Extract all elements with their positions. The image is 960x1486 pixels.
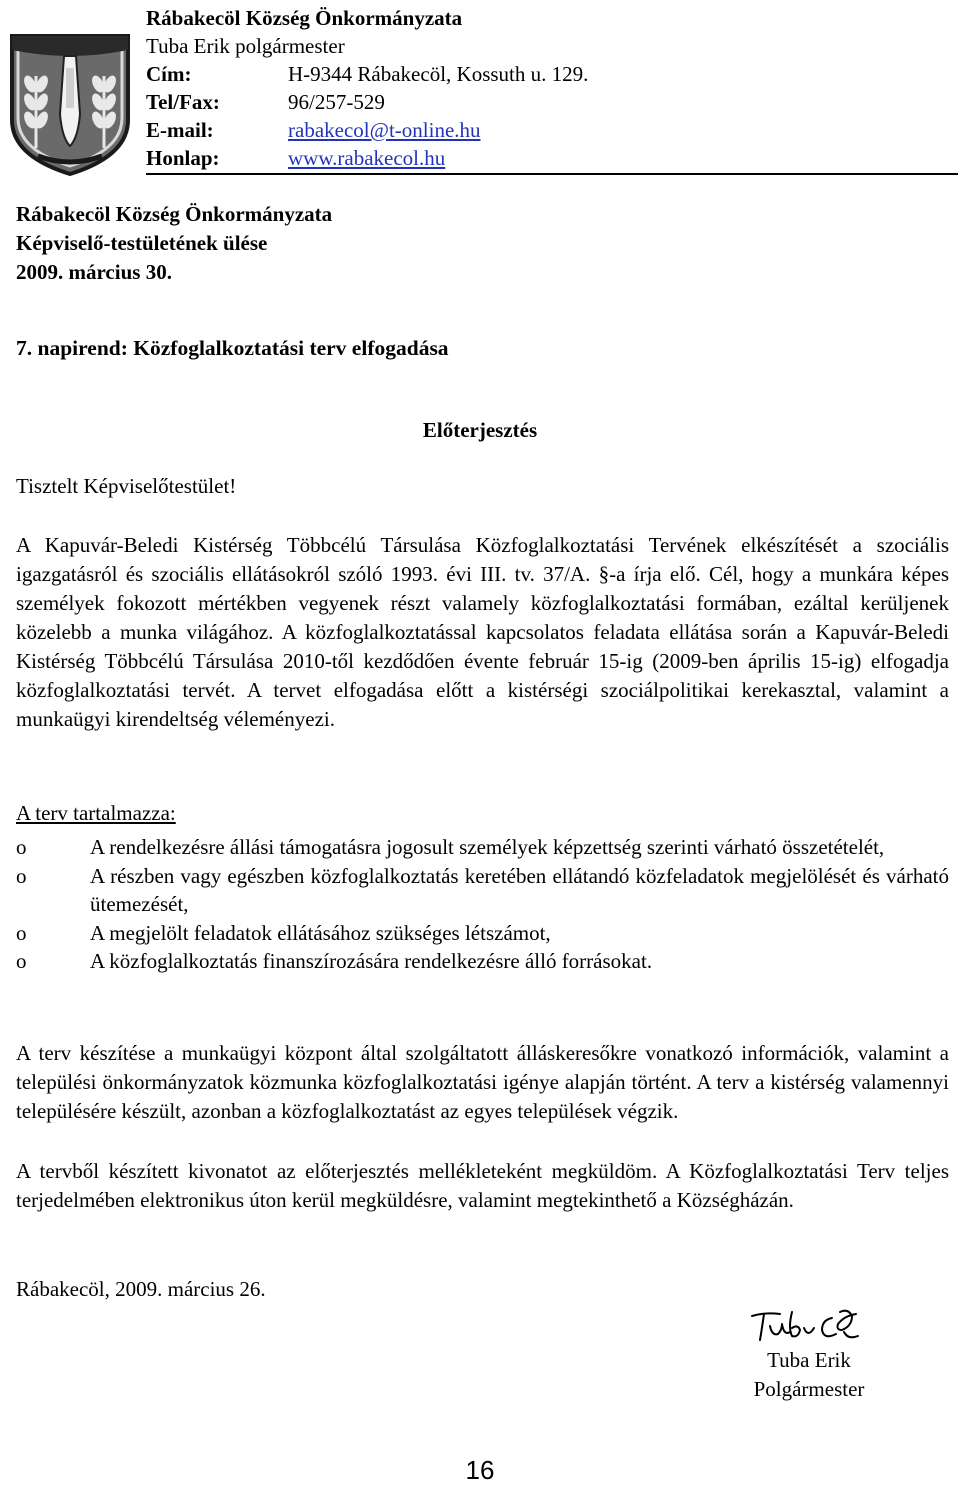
- paragraph-2-text: A terv készítése a munkaügyi központ által szolgáltatott álláskeresőkre vonatkozó információk, valamint a települési önkormányzatok közmunka közfoglalkoztatási igénye alapján történt. A terv a kistérség valamennyi településére készült, azonban a közfoglalkoztatást az egyes települések végzik.: [16, 1041, 949, 1123]
- place-and-date: Rábakecöl, 2009. március 26.: [16, 1277, 266, 1301]
- list-item-text: A részben vagy egészben közfoglalkoztatás keretében ellátandó közfeladatok megjelölését és várható ütemezését,: [90, 863, 949, 916]
- phone-row: [146, 88, 958, 116]
- address-row: [146, 60, 958, 88]
- meeting-date: 2009. március 30.: [16, 260, 172, 284]
- greeting: Tisztelt Képviselőtestület!: [16, 474, 237, 498]
- signatory-title: Polgármester: [753, 1377, 865, 1401]
- plan-contents-list: [16, 833, 949, 976]
- meeting-line-1: Rábakecöl Község Önkormányzata: [16, 202, 333, 226]
- document-heading: Előterjesztés: [422, 418, 538, 442]
- paragraph-2: [16, 1039, 949, 1126]
- phone-value: 96/257-529: [288, 90, 385, 114]
- list-item: [16, 862, 949, 919]
- mayor-line: Tuba Erik polgármester: [146, 34, 345, 58]
- email-row: [146, 116, 958, 144]
- handwritten-signature-icon: [748, 1306, 870, 1346]
- organization-name: Rábakecöl Község Önkormányzata: [146, 6, 463, 30]
- letterhead: [146, 4, 958, 172]
- website-row: [146, 144, 958, 172]
- email-label: E-mail:: [146, 118, 214, 142]
- list-item: [16, 833, 949, 862]
- email-link[interactable]: rabakecol@t-online.hu: [288, 118, 481, 142]
- paragraph-3-text: A tervből készített kivonatot az előterjesztés mellékleteként megküldöm. A Közfoglalkoztatási Terv teljes terjedelmében elektronikus úton kerül megküldésre, valamint megtekinthető a Községházán.: [16, 1159, 949, 1212]
- list-bullet: o: [16, 835, 27, 859]
- signatory-name: Tuba Erik: [767, 1348, 851, 1372]
- list-bullet: o: [16, 863, 27, 888]
- address-value: H-9344 Rábakecöl, Kossuth u. 129.: [288, 62, 589, 86]
- list-item-text: A közfoglalkoztatás finanszírozására rendelkezésre álló forrásokat.: [90, 949, 653, 973]
- page-number: 16: [465, 1455, 495, 1485]
- paragraph-1-text: A Kapuvár-Beledi Kistérség Többcélú Társulása Közfoglalkoztatási Tervének elkészítését a szociális igazgatásról és szociális ellátásokról szóló 1993. évi III. tv. 37/A. §-a írja elő. Cél, hogy a munkára képes személyek fokozott mértékben vegyenek részt valamely közfoglalkoztatási formában, ezáltal kerüljenek közelebb a munka világához. A közfoglalkoztatással kapcsolatos feladata ellátása során a Kapuvár-Beledi Kistérség Többcélú Társulása 2010-től kezdődően évente február 15-ig (2009-ben április 15-ig) elfogadja közfoglalkoztatási tervét. A tervet elfogadása előtt a kistérségi szociálpolitikai kerekasztal, valamint a munkaügyi kirendeltség véleményezi.: [16, 533, 949, 731]
- meeting-info: [16, 200, 332, 287]
- website-link[interactable]: www.rabakecol.hu: [288, 146, 446, 170]
- list-item: [16, 919, 949, 948]
- municipal-coat-of-arms-icon: [8, 28, 132, 178]
- letterhead-divider: [146, 173, 958, 175]
- paragraph-1: [16, 531, 949, 734]
- list-item-text: A rendelkezésre állási támogatásra jogosult személyek képzettség szerinti várható összetételét,: [90, 835, 885, 859]
- agenda-item: 7. napirend: Közfoglalkoztatási terv elfogadása: [16, 336, 449, 360]
- phone-label: Tel/Fax:: [146, 90, 220, 114]
- meeting-line-2: Képviselő-testületének ülése: [16, 231, 268, 255]
- list-bullet: o: [16, 920, 27, 945]
- website-label: Honlap:: [146, 146, 220, 170]
- list-bullet: o: [16, 949, 27, 973]
- paragraph-3: [16, 1157, 949, 1215]
- list-item: [16, 947, 949, 976]
- address-label: Cím:: [146, 62, 192, 86]
- list-item-text: A megjelölt feladatok ellátásához szükséges létszámot,: [90, 920, 551, 945]
- plan-contents-title: A terv tartalmazza:: [16, 801, 176, 825]
